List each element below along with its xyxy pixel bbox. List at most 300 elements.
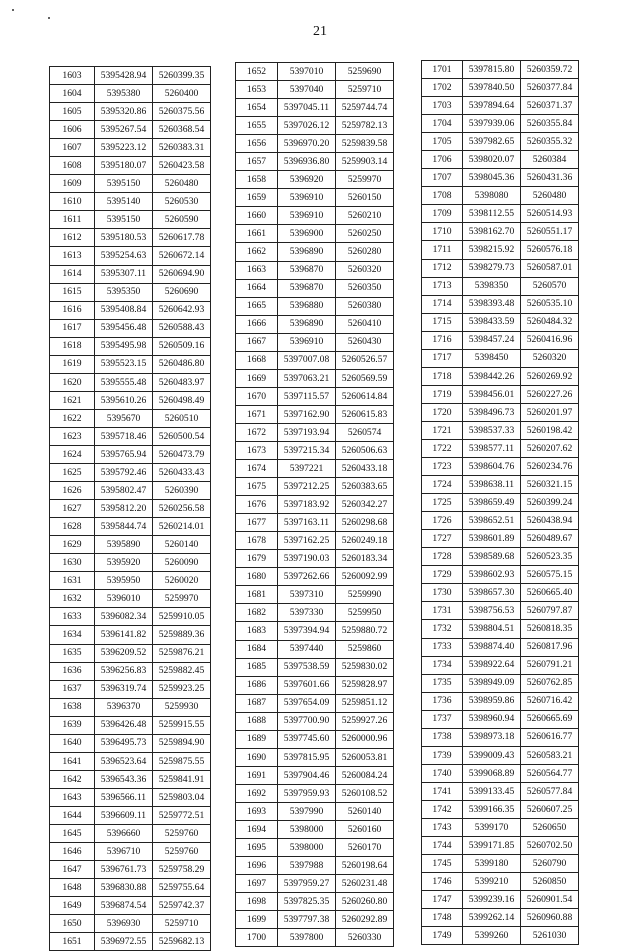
x-coordinate-cell: 5396936.80 [278, 153, 336, 171]
y-coordinate-cell: 5260207.62 [521, 439, 579, 457]
table-row [50, 680, 211, 698]
table-row [422, 367, 579, 385]
table-row [422, 349, 579, 367]
x-coordinate-cell: 5398350 [463, 277, 521, 295]
table-row [422, 891, 579, 909]
point-number-cell: 1740 [422, 764, 463, 782]
point-number-cell: 1695 [236, 839, 278, 857]
point-number-cell: 1738 [422, 728, 463, 746]
table-row [422, 187, 579, 205]
x-coordinate-cell: 5398496.73 [463, 403, 521, 421]
point-number-cell: 1693 [236, 802, 278, 820]
table-row [50, 229, 211, 247]
y-coordinate-cell: 5260431.36 [521, 169, 579, 187]
x-coordinate-cell: 5396256.83 [95, 662, 153, 680]
table-row [422, 313, 579, 331]
x-coordinate-cell: 5395802.47 [95, 482, 153, 500]
x-coordinate-cell: 5395610.26 [95, 391, 153, 409]
point-number-cell: 1691 [236, 766, 278, 784]
table-row [50, 427, 211, 445]
table-row [236, 532, 394, 550]
y-coordinate-cell: 5259782.13 [336, 117, 394, 135]
y-coordinate-cell: 5259744.74 [336, 99, 394, 117]
point-number-cell: 1736 [422, 692, 463, 710]
y-coordinate-cell: 5259803.04 [153, 788, 211, 806]
y-coordinate-cell: 5260160 [336, 820, 394, 838]
y-coordinate-cell: 5260590 [153, 211, 211, 229]
x-coordinate-cell: 5399260 [463, 927, 521, 945]
point-number-cell: 1671 [236, 405, 278, 423]
x-coordinate-cell: 5398959.86 [463, 692, 521, 710]
table-row [236, 135, 394, 153]
y-coordinate-cell: 5260690 [153, 283, 211, 301]
point-number-cell: 1720 [422, 403, 463, 421]
y-coordinate-cell: 5259876.21 [153, 644, 211, 662]
point-number-cell: 1652 [236, 63, 278, 81]
table-row [422, 205, 579, 223]
x-coordinate-cell: 5398973.18 [463, 728, 521, 746]
y-coordinate-cell: 5260587.01 [521, 259, 579, 277]
x-coordinate-cell: 5399166.35 [463, 800, 521, 818]
point-number-cell: 1742 [422, 800, 463, 818]
point-number-cell: 1666 [236, 315, 278, 333]
y-coordinate-cell: 5260510 [153, 409, 211, 427]
x-coordinate-cell: 5396870 [278, 279, 336, 297]
x-coordinate-cell: 5397904.46 [278, 766, 336, 784]
x-coordinate-cell: 5399262.14 [463, 909, 521, 927]
x-coordinate-cell: 5396890 [278, 315, 336, 333]
y-coordinate-cell: 5259755.64 [153, 879, 211, 897]
y-coordinate-cell: 5260570 [521, 277, 579, 295]
table-row [50, 554, 211, 572]
y-coordinate-cell: 5260588.43 [153, 319, 211, 337]
y-coordinate-cell: 5260250 [336, 225, 394, 243]
x-coordinate-cell: 5398020.07 [463, 151, 521, 169]
point-number-cell: 1729 [422, 566, 463, 584]
x-coordinate-cell: 5396609.11 [95, 806, 153, 824]
y-coordinate-cell: 5260498.49 [153, 391, 211, 409]
table-row [50, 211, 211, 229]
x-coordinate-cell: 5397310 [278, 586, 336, 604]
x-coordinate-cell: 5398215.92 [463, 241, 521, 259]
table-row [422, 439, 579, 457]
table-row [236, 820, 394, 838]
table-row [422, 151, 579, 169]
point-number-cell: 1707 [422, 169, 463, 187]
table-row [50, 265, 211, 283]
point-number-cell: 1639 [50, 716, 95, 734]
x-coordinate-cell: 5399170 [463, 818, 521, 836]
point-number-cell: 1634 [50, 626, 95, 644]
x-coordinate-cell: 5398652.51 [463, 512, 521, 530]
table-row [422, 584, 579, 602]
table-row [422, 277, 579, 295]
x-coordinate-cell: 5398080 [463, 187, 521, 205]
table-row [50, 770, 211, 788]
x-coordinate-cell: 5397212.25 [278, 478, 336, 496]
x-coordinate-cell: 5397163.11 [278, 514, 336, 532]
point-number-cell: 1676 [236, 496, 278, 514]
point-number-cell: 1735 [422, 674, 463, 692]
point-number-cell: 1626 [50, 482, 95, 500]
x-coordinate-cell: 5398589.68 [463, 548, 521, 566]
point-number-cell: 1728 [422, 548, 463, 566]
table-row [50, 319, 211, 337]
y-coordinate-cell: 5260901.54 [521, 891, 579, 909]
coordinates-table-1 [49, 66, 211, 951]
x-coordinate-cell: 5396543.36 [95, 770, 153, 788]
y-coordinate-cell: 5260092.99 [336, 568, 394, 586]
point-number-cell: 1660 [236, 207, 278, 225]
y-coordinate-cell: 5261030 [521, 927, 579, 945]
x-coordinate-cell: 5397939.06 [463, 115, 521, 133]
x-coordinate-cell: 5395718.46 [95, 427, 153, 445]
y-coordinate-cell: 5260140 [153, 536, 211, 554]
x-coordinate-cell: 5397063.21 [278, 369, 336, 387]
y-coordinate-cell: 5259910.05 [153, 608, 211, 626]
point-number-cell: 1725 [422, 494, 463, 512]
y-coordinate-cell: 5260702.50 [521, 837, 579, 855]
point-number-cell: 1745 [422, 855, 463, 873]
y-coordinate-cell: 5260850 [521, 873, 579, 891]
y-coordinate-cell: 5260256.58 [153, 500, 211, 518]
x-coordinate-cell: 5395254.63 [95, 247, 153, 265]
x-coordinate-cell: 5398450 [463, 349, 521, 367]
table-row [422, 873, 579, 891]
point-number-cell: 1694 [236, 820, 278, 838]
y-coordinate-cell: 5260483.97 [153, 373, 211, 391]
point-number-cell: 1640 [50, 734, 95, 752]
table-row [50, 915, 211, 933]
y-coordinate-cell: 5260150 [336, 189, 394, 207]
y-coordinate-cell: 5259970 [336, 171, 394, 189]
y-coordinate-cell: 5259882.45 [153, 662, 211, 680]
point-number-cell: 1731 [422, 602, 463, 620]
x-coordinate-cell: 5397115.57 [278, 387, 336, 405]
x-coordinate-cell: 5398457.24 [463, 331, 521, 349]
point-number-cell: 1700 [236, 929, 278, 947]
point-number-cell: 1732 [422, 620, 463, 638]
x-coordinate-cell: 5397045.11 [278, 99, 336, 117]
y-coordinate-cell: 5259930 [153, 698, 211, 716]
y-coordinate-cell: 5260526.57 [336, 351, 394, 369]
point-number-cell: 1705 [422, 133, 463, 151]
y-coordinate-cell: 5259950 [336, 604, 394, 622]
y-coordinate-cell: 5260260.80 [336, 893, 394, 911]
table-row [422, 295, 579, 313]
point-number-cell: 1613 [50, 247, 95, 265]
coordinates-table-body [236, 63, 394, 947]
table-row [50, 445, 211, 463]
x-coordinate-cell: 5399210 [463, 873, 521, 891]
y-coordinate-cell: 5260489.67 [521, 530, 579, 548]
x-coordinate-cell: 5398433.59 [463, 313, 521, 331]
table-row [236, 622, 394, 640]
point-number-cell: 1668 [236, 351, 278, 369]
point-number-cell: 1730 [422, 584, 463, 602]
x-coordinate-cell: 5396141.82 [95, 626, 153, 644]
point-number-cell: 1662 [236, 243, 278, 261]
point-number-cell: 1621 [50, 391, 95, 409]
point-number-cell: 1642 [50, 770, 95, 788]
point-number-cell: 1641 [50, 752, 95, 770]
table-row [422, 855, 579, 873]
x-coordinate-cell: 5398874.40 [463, 638, 521, 656]
table-row [236, 243, 394, 261]
x-coordinate-cell: 5395456.48 [95, 319, 153, 337]
table-row [236, 766, 394, 784]
y-coordinate-cell: 5259889.36 [153, 626, 211, 644]
x-coordinate-cell: 5397440 [278, 640, 336, 658]
x-coordinate-cell: 5395320.86 [95, 103, 153, 121]
y-coordinate-cell: 5260716.42 [521, 692, 579, 710]
page-number: 21 [313, 24, 327, 39]
point-number-cell: 1620 [50, 373, 95, 391]
x-coordinate-cell: 5398756.53 [463, 602, 521, 620]
table-row [422, 909, 579, 927]
x-coordinate-cell: 5397894.64 [463, 97, 521, 115]
y-coordinate-cell: 5260383.65 [336, 478, 394, 496]
y-coordinate-cell: 5260616.77 [521, 728, 579, 746]
y-coordinate-cell: 5260790 [521, 855, 579, 873]
table-row [422, 746, 579, 764]
y-coordinate-cell: 5259758.29 [153, 861, 211, 879]
y-coordinate-cell: 5260665.40 [521, 584, 579, 602]
y-coordinate-cell: 5260575.15 [521, 566, 579, 584]
y-coordinate-cell: 5260797.87 [521, 602, 579, 620]
y-coordinate-cell: 5260140 [336, 802, 394, 820]
y-coordinate-cell: 5260514.93 [521, 205, 579, 223]
point-number-cell: 1611 [50, 211, 95, 229]
y-coordinate-cell: 5259841.91 [153, 770, 211, 788]
point-number-cell: 1606 [50, 121, 95, 139]
point-number-cell: 1682 [236, 604, 278, 622]
x-coordinate-cell: 5398949.09 [463, 674, 521, 692]
y-coordinate-cell: 5260433.18 [336, 460, 394, 478]
point-number-cell: 1713 [422, 277, 463, 295]
x-coordinate-cell: 5397825.35 [278, 893, 336, 911]
point-number-cell: 1723 [422, 458, 463, 476]
point-number-cell: 1656 [236, 135, 278, 153]
table-row [50, 301, 211, 319]
x-coordinate-cell: 5396495.73 [95, 734, 153, 752]
y-coordinate-cell: 5260227.26 [521, 385, 579, 403]
y-coordinate-cell: 5259894.90 [153, 734, 211, 752]
table-row [422, 837, 579, 855]
point-number-cell: 1670 [236, 387, 278, 405]
y-coordinate-cell: 5260084.24 [336, 766, 394, 784]
x-coordinate-cell: 5397215.34 [278, 441, 336, 459]
y-coordinate-cell: 5260375.56 [153, 103, 211, 121]
table-row [422, 494, 579, 512]
table-row [236, 225, 394, 243]
point-number-cell: 1655 [236, 117, 278, 135]
x-coordinate-cell: 5396910 [278, 333, 336, 351]
point-number-cell: 1603 [50, 67, 95, 85]
table-row [236, 315, 394, 333]
x-coordinate-cell: 5396523.64 [95, 752, 153, 770]
point-number-cell: 1683 [236, 622, 278, 640]
y-coordinate-cell: 5260320 [521, 349, 579, 367]
x-coordinate-cell: 5398045.36 [463, 169, 521, 187]
table-row [50, 536, 211, 554]
table-row [50, 644, 211, 662]
x-coordinate-cell: 5395223.12 [95, 139, 153, 157]
table-row [50, 464, 211, 482]
y-coordinate-cell: 5260330 [336, 929, 394, 947]
table-row [236, 63, 394, 81]
point-number-cell: 1689 [236, 730, 278, 748]
x-coordinate-cell: 5396830.88 [95, 879, 153, 897]
scan-speck [48, 17, 50, 19]
point-number-cell: 1706 [422, 151, 463, 169]
table-row [50, 103, 211, 121]
x-coordinate-cell: 5397394.94 [278, 622, 336, 640]
y-coordinate-cell: 5259875.55 [153, 752, 211, 770]
x-coordinate-cell: 5396930 [95, 915, 153, 933]
table-row [422, 566, 579, 584]
table-row [236, 333, 394, 351]
y-coordinate-cell: 5260320 [336, 261, 394, 279]
table-row [422, 782, 579, 800]
table-row [50, 373, 211, 391]
table-row [422, 674, 579, 692]
y-coordinate-cell: 5259742.37 [153, 897, 211, 915]
x-coordinate-cell: 5395140 [95, 193, 153, 211]
table-row [236, 297, 394, 315]
y-coordinate-cell: 5260694.90 [153, 265, 211, 283]
point-number-cell: 1622 [50, 409, 95, 427]
y-coordinate-cell: 5260170 [336, 839, 394, 857]
point-number-cell: 1629 [50, 536, 95, 554]
y-coordinate-cell: 5260817.96 [521, 638, 579, 656]
table-row [422, 115, 579, 133]
point-number-cell: 1721 [422, 421, 463, 439]
y-coordinate-cell: 5260423.58 [153, 157, 211, 175]
x-coordinate-cell: 5397959.93 [278, 784, 336, 802]
table-row [50, 500, 211, 518]
x-coordinate-cell: 5397840.50 [463, 79, 521, 97]
y-coordinate-cell: 5260583.21 [521, 746, 579, 764]
y-coordinate-cell: 5259860 [336, 640, 394, 658]
y-coordinate-cell: 5260535.10 [521, 295, 579, 313]
x-coordinate-cell: 5396972.55 [95, 933, 153, 951]
table-row [236, 478, 394, 496]
y-coordinate-cell: 5260234.76 [521, 458, 579, 476]
y-coordinate-cell: 5260201.97 [521, 403, 579, 421]
table-row [236, 893, 394, 911]
y-coordinate-cell: 5260473.79 [153, 445, 211, 463]
point-number-cell: 1643 [50, 788, 95, 806]
table-row [236, 514, 394, 532]
point-number-cell: 1610 [50, 193, 95, 211]
y-coordinate-cell: 5260269.92 [521, 367, 579, 385]
table-row [422, 403, 579, 421]
y-coordinate-cell: 5260530 [153, 193, 211, 211]
point-number-cell: 1741 [422, 782, 463, 800]
point-number-cell: 1608 [50, 157, 95, 175]
table-row [236, 99, 394, 117]
coordinates-table-2 [235, 62, 394, 947]
table-row [236, 586, 394, 604]
point-number-cell: 1616 [50, 301, 95, 319]
x-coordinate-cell: 5398804.51 [463, 620, 521, 638]
point-number-cell: 1607 [50, 139, 95, 157]
y-coordinate-cell: 5260506.63 [336, 441, 394, 459]
point-number-cell: 1657 [236, 153, 278, 171]
x-coordinate-cell: 5396082.34 [95, 608, 153, 626]
point-number-cell: 1628 [50, 518, 95, 536]
point-number-cell: 1692 [236, 784, 278, 802]
table-row [422, 512, 579, 530]
y-coordinate-cell: 5260960.88 [521, 909, 579, 927]
point-number-cell: 1659 [236, 189, 278, 207]
point-number-cell: 1747 [422, 891, 463, 909]
x-coordinate-cell: 5399068.89 [463, 764, 521, 782]
point-number-cell: 1646 [50, 843, 95, 861]
table-row [50, 193, 211, 211]
point-number-cell: 1714 [422, 295, 463, 313]
x-coordinate-cell: 5395670 [95, 409, 153, 427]
table-row [50, 283, 211, 301]
y-coordinate-cell: 5260665.69 [521, 710, 579, 728]
table-row [422, 259, 579, 277]
x-coordinate-cell: 5397330 [278, 604, 336, 622]
table-row [50, 734, 211, 752]
point-number-cell: 1633 [50, 608, 95, 626]
x-coordinate-cell: 5397538.59 [278, 658, 336, 676]
x-coordinate-cell: 5397982.65 [463, 133, 521, 151]
point-number-cell: 1696 [236, 857, 278, 875]
x-coordinate-cell: 5396910 [278, 207, 336, 225]
table-row [422, 692, 579, 710]
table-row [50, 85, 211, 103]
x-coordinate-cell: 5395555.48 [95, 373, 153, 391]
table-row [422, 97, 579, 115]
point-number-cell: 1618 [50, 337, 95, 355]
table-row [50, 139, 211, 157]
point-number-cell: 1636 [50, 662, 95, 680]
x-coordinate-cell: 5395428.94 [95, 67, 153, 85]
y-coordinate-cell: 5259710 [153, 915, 211, 933]
x-coordinate-cell: 5396370 [95, 698, 153, 716]
point-number-cell: 1746 [422, 873, 463, 891]
table-row [422, 476, 579, 494]
table-row [236, 441, 394, 459]
point-number-cell: 1697 [236, 875, 278, 893]
point-number-cell: 1658 [236, 171, 278, 189]
x-coordinate-cell: 5398456.01 [463, 385, 521, 403]
table-row [50, 518, 211, 536]
x-coordinate-cell: 5397990 [278, 802, 336, 820]
x-coordinate-cell: 5395307.11 [95, 265, 153, 283]
x-coordinate-cell: 5397010 [278, 63, 336, 81]
x-coordinate-cell: 5399133.45 [463, 782, 521, 800]
y-coordinate-cell: 5260377.84 [521, 79, 579, 97]
y-coordinate-cell: 5259830.02 [336, 658, 394, 676]
point-number-cell: 1647 [50, 861, 95, 879]
table-row [236, 496, 394, 514]
point-number-cell: 1749 [422, 927, 463, 945]
x-coordinate-cell: 5397745.60 [278, 730, 336, 748]
x-coordinate-cell: 5397815.95 [278, 748, 336, 766]
x-coordinate-cell: 5395844.74 [95, 518, 153, 536]
x-coordinate-cell: 5395950 [95, 572, 153, 590]
table-row [422, 800, 579, 818]
y-coordinate-cell: 5259839.58 [336, 135, 394, 153]
x-coordinate-cell: 5396880 [278, 297, 336, 315]
x-coordinate-cell: 5398601.89 [463, 530, 521, 548]
